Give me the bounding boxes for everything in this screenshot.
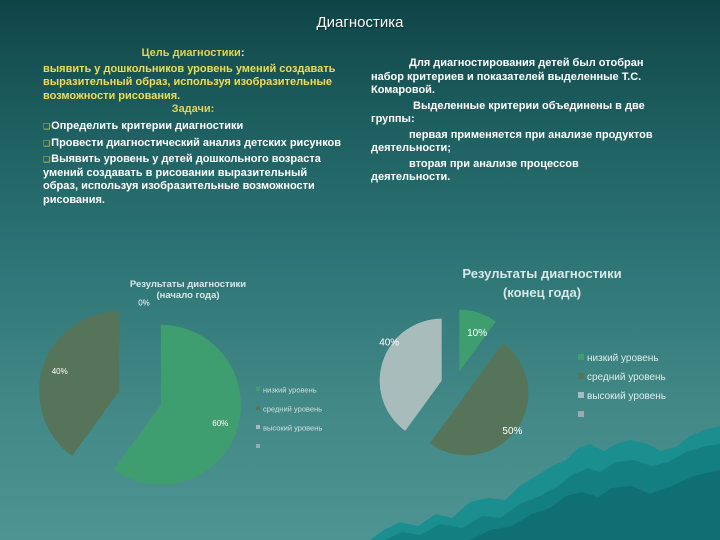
square-bullet-icon: ❑ bbox=[43, 121, 51, 131]
chart-title-line: Результаты диагностики bbox=[129, 279, 247, 290]
chart-title-line: Результаты диагностики bbox=[462, 266, 622, 281]
criteria-paragraph: Для диагностирования детей был отобран набор критериев и показателей выделенные Т.С. Комаровой. bbox=[371, 57, 644, 96]
chart-title-line: (конец года) bbox=[502, 285, 582, 300]
pie-data-label: 40% bbox=[51, 367, 68, 377]
legend-swatch bbox=[578, 392, 584, 398]
square-bullet-icon: ❑ bbox=[43, 138, 51, 148]
criteria-paragraph: Выделенные критерии объединены в две группы: bbox=[371, 99, 645, 125]
legend-label: средний уровень bbox=[587, 372, 666, 383]
task-text: Выявить уровень у детей дошкольного возраста умений создавать в рисовании выразительный образ, используя изобразительные возможности рисования. bbox=[43, 153, 321, 206]
pie-slice bbox=[430, 343, 528, 455]
criteria-paragraph: первая применяется при анализе продуктов деятельности; bbox=[371, 128, 653, 154]
square-bullet-icon: ❑ bbox=[43, 155, 51, 165]
legend-label: низкий уровень bbox=[263, 385, 317, 395]
pie-slice bbox=[380, 319, 442, 431]
task-text: Определить критерии диагностики bbox=[51, 119, 244, 132]
goal-heading-colon: : bbox=[240, 47, 245, 59]
slide-title: Диагностика bbox=[316, 14, 404, 31]
legend-swatch bbox=[578, 411, 584, 417]
legend-swatch bbox=[578, 354, 584, 360]
pie-data-label: 0% bbox=[138, 298, 150, 308]
goal-heading-text: Цель диагностики bbox=[141, 47, 241, 59]
pie-data-label: 60% bbox=[212, 419, 229, 429]
legend-label: высокий уровень bbox=[263, 423, 323, 433]
legend-label: высокий уровень bbox=[587, 391, 667, 402]
task-text: Провести диагностический анализ детских рисунков bbox=[51, 136, 342, 149]
legend-label: средний уровень bbox=[263, 404, 323, 414]
goal-text: выявить у дошкольников уровень умений создавать выразительный образ, используя изобразительные возможности рисования. bbox=[43, 62, 336, 102]
legend-label: низкий уровень bbox=[587, 353, 659, 364]
pie-data-label: 40% bbox=[379, 337, 400, 349]
tasks-heading: Задачи: bbox=[171, 103, 215, 116]
chart-title-line: (начало года) bbox=[156, 290, 220, 301]
criteria-paragraph: вторая при анализе процессов деятельности. bbox=[371, 157, 579, 183]
legend-swatch bbox=[578, 373, 584, 379]
pie-data-label: 50% bbox=[502, 426, 523, 438]
pie-data-label: 10% bbox=[467, 327, 488, 339]
